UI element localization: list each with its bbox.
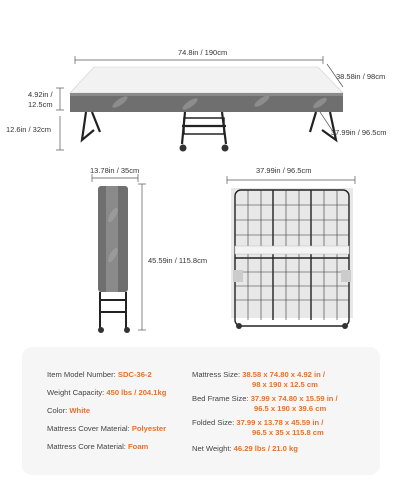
- folded-bed-front-illustration: [215, 160, 365, 340]
- mattress-thickness-label-line2: 12.5cm: [28, 100, 53, 109]
- length-dimension-label: 74.8in / 190cm: [178, 48, 228, 57]
- spec-mattress-size: Mattress Size: 38.58 x 74.80 x 4.92 in / 98 x 190 x 12.5 cm: [192, 370, 325, 389]
- spec-bed-frame-size: Bed Frame Size: 37.99 x 74.80 x 15.59 in / 96.5 x 190 x 39.6 cm: [192, 394, 338, 413]
- folded-width-dimension-label: 37.99in / 96.5cm: [256, 166, 312, 175]
- spec-weight-capacity: Weight Capacity: 450 lbs / 204.1kg: [47, 388, 167, 397]
- folded-bed-side-illustration: [80, 160, 170, 340]
- bed-unfolded-illustration: [0, 0, 402, 165]
- frame-width-dimension-label: 37.99in / 96.5cm: [331, 128, 387, 137]
- spec-model-number: Item Model Number: SDC-36-2: [47, 370, 152, 379]
- spec-folded-size: Folded Size: 37.99 x 13.78 x 45.59 in / 96.5 x 35 x 115.8 cm: [192, 418, 324, 437]
- folded-depth-dimension-label: 13.78in / 35cm: [90, 166, 140, 175]
- specifications-card: [22, 347, 380, 475]
- mattress-thickness-label-line1: 4.92in /: [28, 90, 53, 99]
- spec-net-weight: Net Weight: 46.29 lbs / 21.0 kg: [192, 444, 298, 453]
- spec-cover-material: Mattress Cover Material: Polyester: [47, 424, 167, 433]
- spec-core-material: Mattress Core Material: Foam: [47, 442, 149, 451]
- total-height-dimension-label: 12.6in / 32cm: [6, 125, 52, 134]
- spec-color: Color: White: [47, 406, 91, 415]
- folded-height-dimension-label: 45.59in / 115.8cm: [148, 256, 208, 265]
- mattress-width-dimension-label: 38.58in / 98cm: [336, 72, 386, 81]
